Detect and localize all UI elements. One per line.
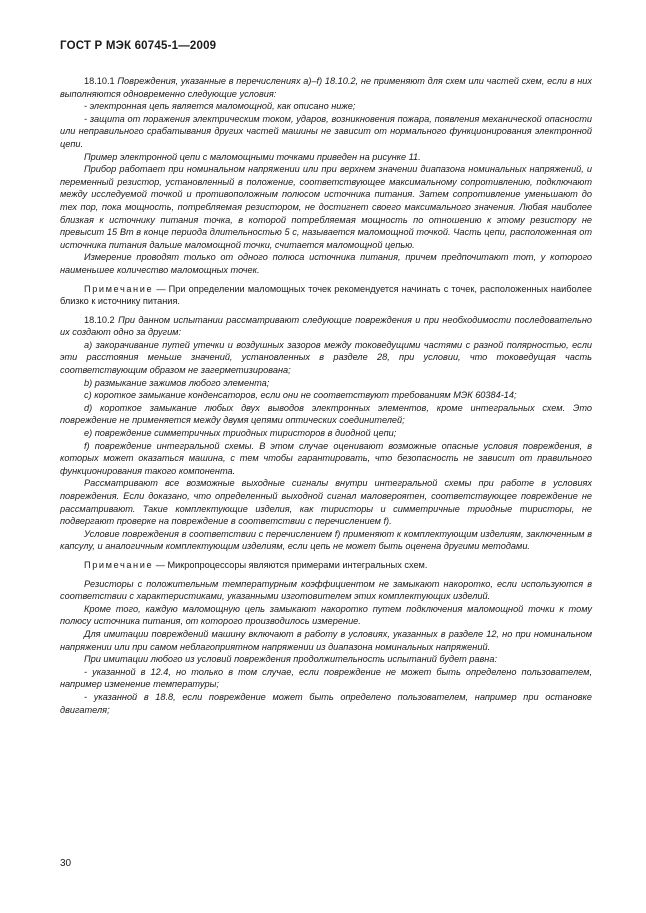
page-number: 30 [60,858,72,869]
note [60,283,592,308]
paragraph: Прибор работает при номинальном напряжении или при верхнем значении диапазона номинальных напряжений, и переменный резистор, установленный в положение, соответствующее максимальному сопротивлению, подключают между исследуемой точкой и противоположным полюсом источника питания. Затем сопротивление уменьшают до тех пор, пока мощность, потребляемая резистором, не достигнет своего максимального значения. Любая наиболее близкая к источнику питания точка, в которой потребляемая мощность по отношению к этому резистору не превысит 15 Вт в конце периода длительностью 5 с, называется маломощной точкой. Часть цепи, расположенная от источника питания дальше маломощной точки, считается маломощной цепью. [60,164,592,250]
paragraph: Условие повреждения в соответствии с перечислением f) применяют к комплектующим изделиям, заключенным в капсулу, и аналогичным комплектующим изделиям, если цепь не может быть оценена другими методами. [60,528,592,552]
list-item: е) повреждение симметричных триодных тиристоров в диодной цепи; [84,428,397,439]
clause-text: При данном испытании рассматривают следующие повреждения и при необходимости последовательно их создают одно за другим: [60,314,592,338]
note-text: — При определении маломощных точек рекомендуется начинать с точек, расположенных наиболее близко к источнику питания. [60,283,592,307]
list-item: - указанной в 18.8, если повреждение может быть определено пользователем, например при остановке двигателя; [60,691,592,715]
document-header: ГОСТ Р МЭК 60745-1—2009 [60,40,217,52]
list-item: b) размыкание зажимов любого элемента; [84,377,270,388]
list-item: - электронная цепь является маломощной, как описано ниже; [84,101,356,112]
clause-18-10-1 [60,75,592,100]
paragraph: Пример электронной цепи с маломощными точками приведен на рисунке 11. [84,151,421,162]
paragraph: При имитации любого из условий повреждения продолжительность испытаний будет равна: [84,654,498,665]
note-text: — Микропроцессоры являются примерами интегральных схем. [153,559,428,570]
list-item: с) короткое замыкание конденсаторов, если они не соответствуют требованиям МЭК 60384-14; [84,390,517,401]
paragraph: Кроме того, каждую маломощную цепь замыкают накоротко путем подключения маломощной точки к тому полюсу источника питания, от которого производилось измерение. [60,603,592,627]
list-item: - указанной в 12.4, но только в том случае, если повреждение не может быть определено пользователем, например изменение температуры; [60,666,592,690]
list-item: а) закорачивание путей утечки и воздушных зазоров между токоведущими частями с разной полярностью, если эти расстояния меньше значений, установленных в разделе 28, при условии, что токоведущая часть соответствующим образом не загерметизирована; [60,339,592,376]
clause-text: Повреждения, указанные в перечислениях а)–f) 18.10.2, не применяют для схем или частей схем, если в них выполняются одновременно следующие условия: [60,76,592,99]
document-body [60,75,592,716]
list-item: f) повреждение интегральной схемы. В этом случае оценивают возможные опасные условия повреждения, в которых может оказаться машина, с тем чтобы гарантировать, что безопасность не зависит от правильного функционирования такого компонента. [60,440,592,476]
clause-number: 18.10.1 [84,76,115,86]
list-item: - защита от поражения электрическим током, ударов, возникновения пожара, появления механической опасности или неправильного срабатывания других частей машины не зависит от нормального функционирования электронной цепи. [60,113,592,149]
list-item: d) короткое замыкание любых двух выводов электронных элементов, кроме интегральных схем. Это повреждение не применяется между двумя цепями оптических соединителей; [60,402,592,426]
paragraph: Рассматривают все возможные выходные сигналы внутри интегральной схемы при работе в условиях повреждения. Если доказано, что определенный выходной сигнал маловероятен, соответствующее повреждение не рассматривают. Такие комплектующие изделия, как тиристоры и симметричные триодные тиристоры, не подвергают проверке на повреждение в соответствии с перечислением f). [60,478,592,527]
note [60,559,592,572]
paragraph: Для имитации повреждений машину включают в работу в условиях, указанных в разделе 12, но при номинальном напряжении или при самом неблагоприятном напряжении из диапазона номинальных напряжений. [60,628,592,652]
note-label: Примечание [84,283,154,294]
note-label: Примечание [84,559,154,570]
clause-number: 18.10.2 [84,314,115,325]
paragraph: Резисторы с положительным температурным коэффициентом не замыкают накоротко, если используются в соответствии с характеристиками, указанными изготовителем этих комплектующих изделий. [60,578,592,602]
paragraph: Измерение проводят только от одного полюса источника питания, причем предпочитают тот, у которого наименьшее количество маломощных точек. [60,252,592,275]
clause-18-10-2 [60,314,592,339]
